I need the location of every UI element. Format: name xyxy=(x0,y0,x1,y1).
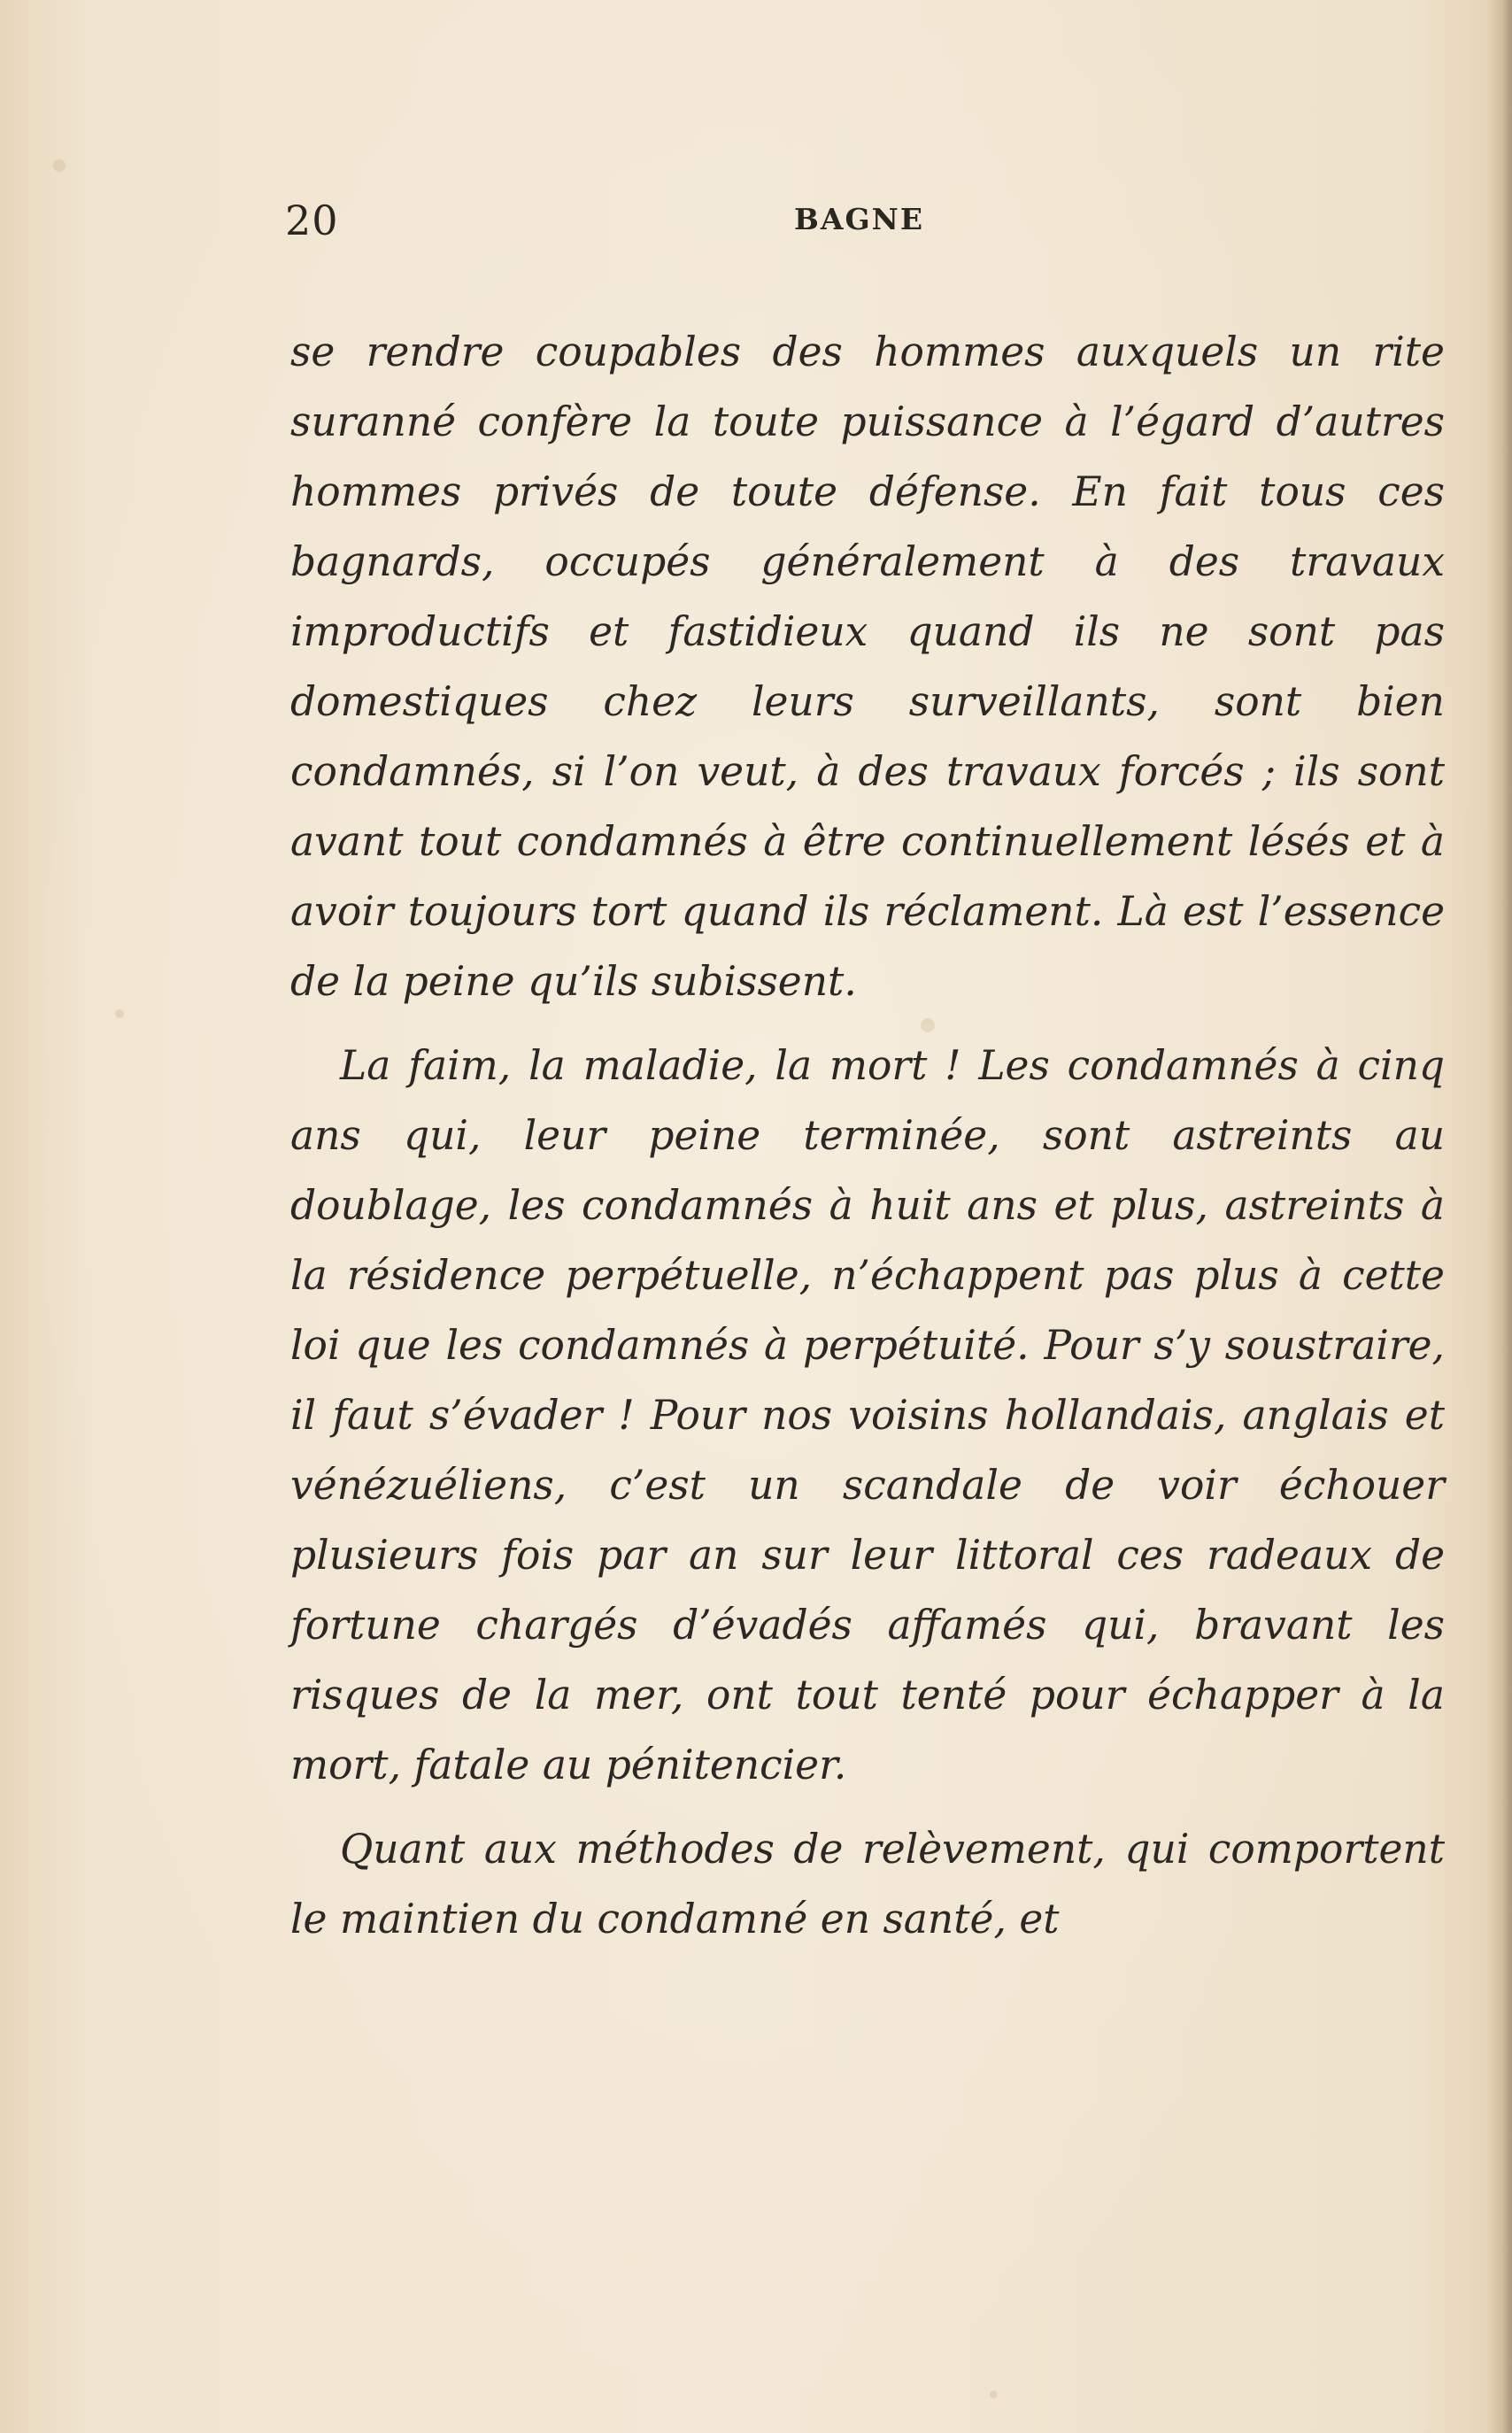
running-head xyxy=(285,197,1446,250)
paper-stain xyxy=(53,159,66,172)
page-number: 20 xyxy=(285,197,339,244)
paragraph: Quant aux méthodes de relèvement, qui comportent le maintien du condamné en santé, et xyxy=(290,1826,1445,1943)
paper-stain xyxy=(990,2391,998,2398)
running-title: BAGNE xyxy=(794,202,924,236)
paragraph: se rendre coupables des hommes auxquels un rite suranné confère la toute puissance à l’égard d’autres hommes privés de toute défense. En fait tous ces bagnards, occupés généralement à des travaux improductifs et fastidieux quand ils ne sont pas domestiques chez leurs surveillants, sont bien condamnés, si l’on veut, à des travaux forcés ; ils sont avant tout condamnés à être continuellement lésés et à avoir toujours tort quand ils réclament. Là est l’essence de la peine qu’ils subissent. xyxy=(290,328,1445,1005)
page-edge-shadow xyxy=(1487,0,1512,2433)
paper-stain xyxy=(115,1009,124,1018)
paragraph: La faim, la maladie, la mort ! Les condamnés à cinq ans qui, leur peine terminée, sont astreints au doublage, les condamnés à huit ans et plus, astreints à la résidence perpétuelle, n’échappent pas plus à cette loi que les condamnés à perpétuité. Pour s’y soustraire, il faut s’évader ! Pour nos voisins hollandais, anglais et vénézuéliens, c’est un scandale de voir échouer plusieurs fois par an sur leur littoral ces radeaux de fortune chargés d’évadés affamés qui, bravant les risques de la mer, ont tout tenté pour échapper à la mort, fatale au pénitencier. xyxy=(290,1042,1445,1788)
body-text xyxy=(290,317,1445,1954)
